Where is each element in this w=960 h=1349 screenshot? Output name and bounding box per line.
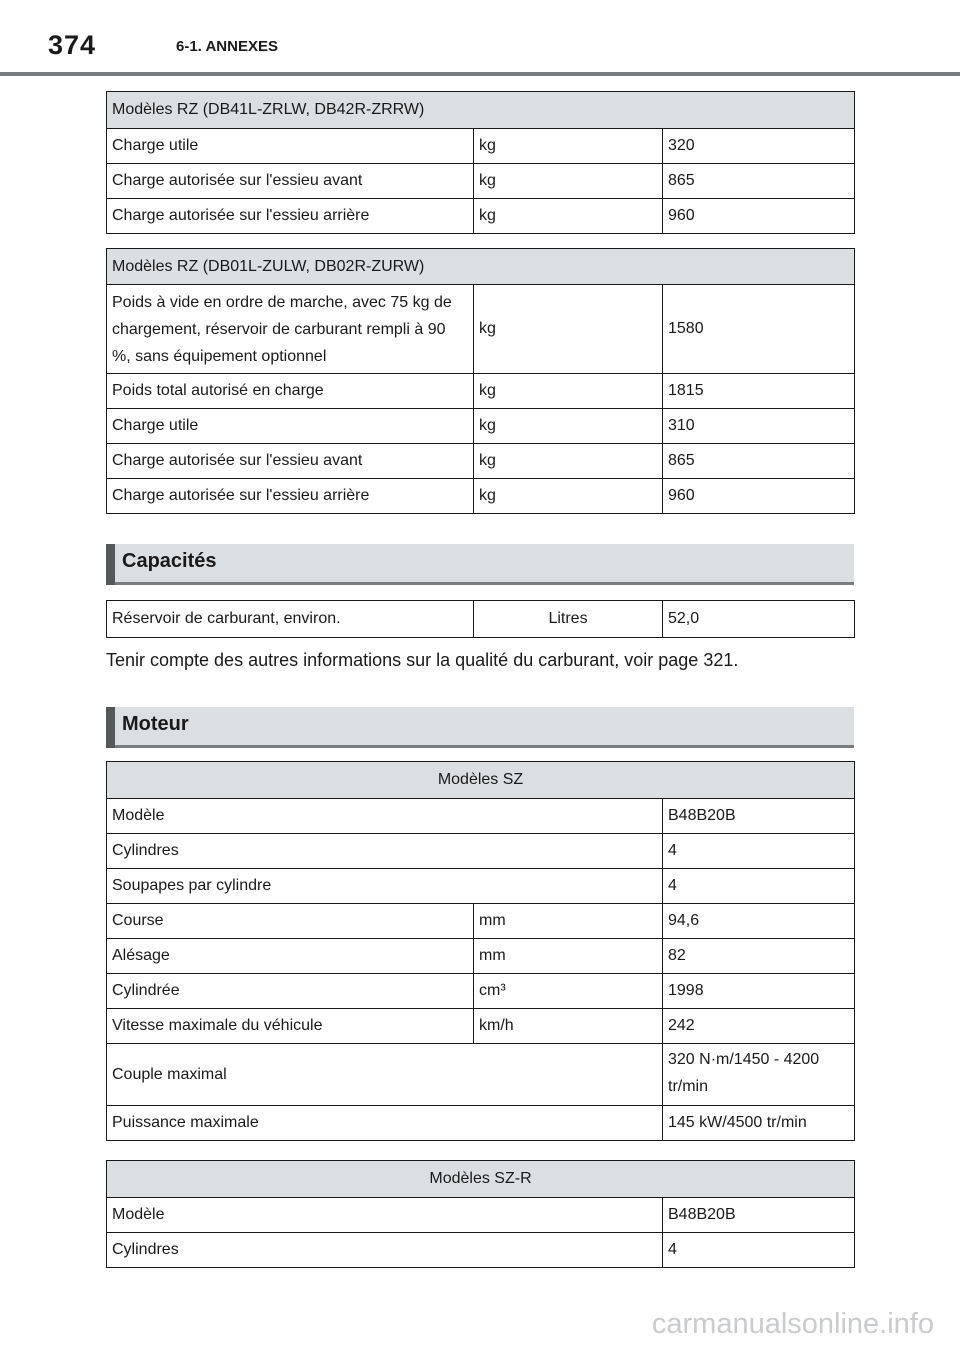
row-unit: cm³: [474, 974, 663, 1009]
band-accent-bar: [106, 544, 115, 585]
row-value: 865: [663, 444, 855, 479]
row-unit: kg: [474, 409, 663, 444]
row-unit: mm: [474, 904, 663, 939]
fuel-note: Tenir compte des autres informations sur la qualité du carburant, voir page 321.: [106, 650, 739, 670]
row-label: Modèle: [107, 1198, 663, 1233]
section-title: 6-1. ANNEXES: [176, 38, 278, 55]
row-label: Poids à vide en ordre de marche, avec 75 kg de chargement, réservoir de carburant rempli à 90 %, sans équipement optionnel: [107, 285, 474, 374]
table-engine-sz: [106, 761, 855, 1141]
row-label: Charge autorisée sur l'essieu arrière: [107, 479, 474, 514]
row-unit: kg: [474, 199, 663, 234]
page-header: [0, 0, 960, 76]
row-label: Charge autorisée sur l'essieu avant: [107, 444, 474, 479]
row-label: Couple maximal: [107, 1044, 663, 1106]
row-value: 82: [663, 939, 855, 974]
row-label: Soupapes par cylindre: [107, 869, 663, 904]
section-heading: Moteur: [122, 713, 189, 735]
table-row: [107, 479, 855, 514]
row-label: Cylindres: [107, 834, 663, 869]
row-label: Vitesse maximale du véhicule: [107, 1009, 474, 1044]
row-value: 960: [663, 479, 855, 514]
row-label: Charge utile: [107, 129, 474, 164]
table-engine-szr: [106, 1160, 855, 1268]
table-row: [107, 129, 855, 164]
table-capacites: [106, 600, 855, 638]
table-row: [107, 799, 855, 834]
row-label: Course: [107, 904, 474, 939]
table-title: Modèles RZ (DB41L-ZRLW, DB42R-ZRRW): [107, 92, 855, 129]
table-row: [107, 444, 855, 479]
table-row: [107, 601, 855, 638]
table-title: Modèles SZ: [107, 762, 855, 799]
row-value: 960: [663, 199, 855, 234]
row-unit: mm: [474, 939, 663, 974]
row-value: 4: [663, 1233, 855, 1268]
table-title: Modèles SZ-R: [107, 1161, 855, 1198]
table-rz-db01l: [106, 248, 855, 514]
table-title: Modèles RZ (DB01L-ZULW, DB02R-ZURW): [107, 249, 855, 285]
row-unit: kg: [474, 285, 663, 374]
table-row: [107, 939, 855, 974]
section-heading: Capacités: [122, 550, 217, 572]
row-value: B48B20B: [663, 799, 855, 834]
band-accent-bar: [106, 707, 115, 748]
table-row: [107, 834, 855, 869]
row-unit: kg: [474, 444, 663, 479]
row-label: Charge utile: [107, 409, 474, 444]
row-value: 1998: [663, 974, 855, 1009]
table-row: [107, 1009, 855, 1044]
row-value: 4: [663, 869, 855, 904]
table-row: [107, 199, 855, 234]
table-row: [107, 974, 855, 1009]
table-row: [107, 374, 855, 409]
row-value: 52,0: [663, 601, 855, 638]
table-row: [107, 285, 855, 374]
section-band-capacites: [106, 544, 854, 585]
row-unit: km/h: [474, 1009, 663, 1044]
row-label: Poids total autorisé en charge: [107, 374, 474, 409]
row-unit: kg: [474, 129, 663, 164]
row-label: Puissance maximale: [107, 1106, 663, 1141]
row-label: Cylindres: [107, 1233, 663, 1268]
table-row: [107, 904, 855, 939]
row-unit: kg: [474, 164, 663, 199]
table-row: [107, 1044, 855, 1106]
row-label: Modèle: [107, 799, 663, 834]
table-row: [107, 1198, 855, 1233]
row-unit: kg: [474, 479, 663, 514]
row-label: Cylindrée: [107, 974, 474, 1009]
table-row: [107, 1106, 855, 1141]
row-value: 4: [663, 834, 855, 869]
row-value: 145 kW/4500 tr/min: [663, 1106, 855, 1141]
row-value: 1580: [663, 285, 855, 374]
table-row: [107, 409, 855, 444]
row-unit: kg: [474, 374, 663, 409]
row-value: 1815: [663, 374, 855, 409]
row-label: Charge autorisée sur l'essieu arrière: [107, 199, 474, 234]
row-value: B48B20B: [663, 1198, 855, 1233]
row-label: Charge autorisée sur l'essieu avant: [107, 164, 474, 199]
section-band-moteur: [106, 707, 854, 748]
page-number: 374: [48, 30, 97, 60]
row-value: 320: [663, 129, 855, 164]
row-value: 320 N·m/1450 - 4200 tr/min: [663, 1044, 855, 1106]
row-value: 242: [663, 1009, 855, 1044]
table-row: [107, 164, 855, 199]
table-rz-db41l: [106, 91, 855, 234]
row-label: Alésage: [107, 939, 474, 974]
header-divider: [0, 72, 960, 76]
row-label: Réservoir de carburant, environ.: [107, 601, 474, 638]
table-row: [107, 869, 855, 904]
row-value: 94,6: [663, 904, 855, 939]
row-value: 865: [663, 164, 855, 199]
row-unit: Litres: [474, 601, 663, 638]
table-row: [107, 1233, 855, 1268]
site-watermark: carmanualsonline.info: [651, 1308, 934, 1340]
row-value: 310: [663, 409, 855, 444]
